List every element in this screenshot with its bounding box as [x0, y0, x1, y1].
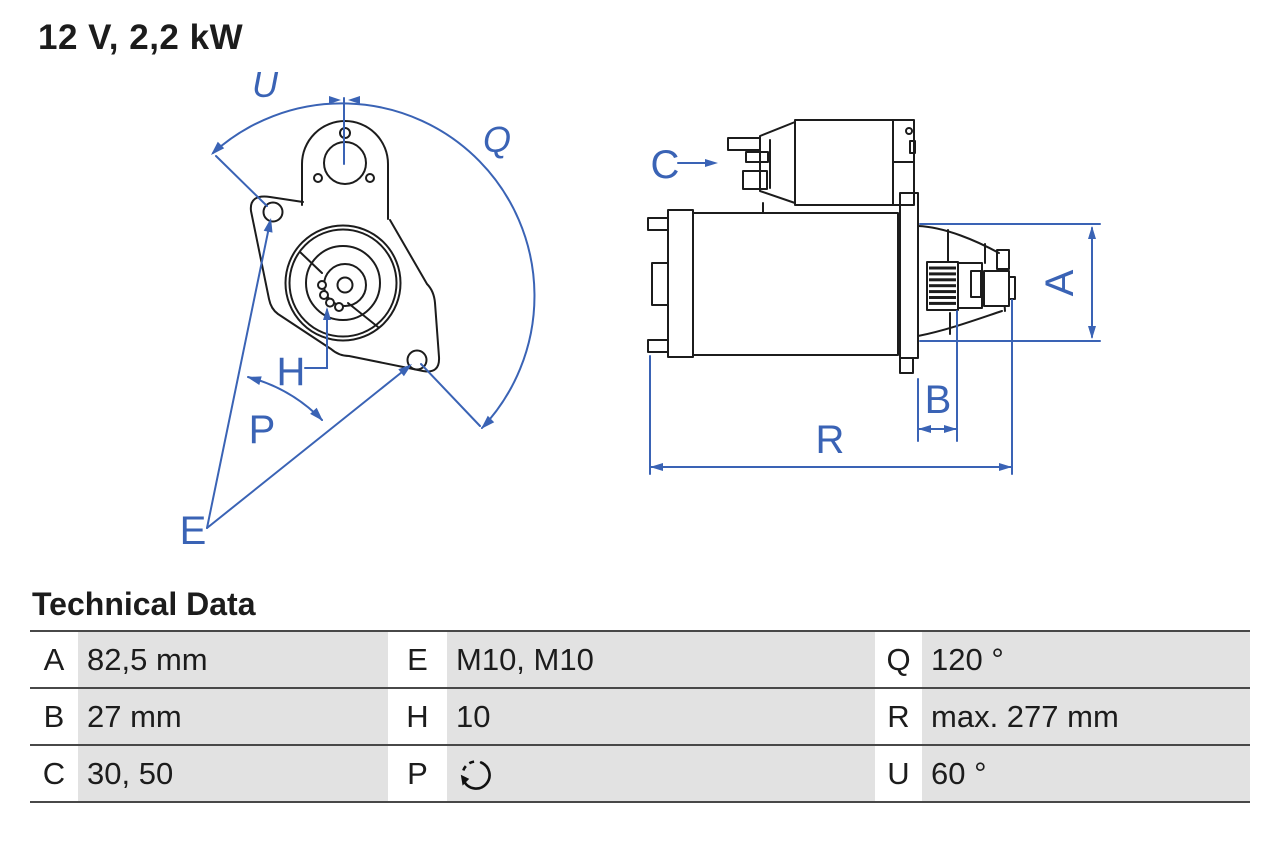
technical-data-table [30, 630, 1250, 803]
spec-letter-r: R [875, 689, 922, 744]
spec-letter-b: B [30, 689, 78, 744]
spec-value-c: 30, 50 [78, 746, 388, 801]
pinion-gear [927, 262, 958, 310]
rotation-clockwise-icon [456, 754, 496, 794]
spec-letter-c: C [30, 746, 78, 801]
drive-shaft-end [984, 271, 1009, 306]
spec-letter-q: Q [875, 632, 922, 687]
technical-data-heading: Technical Data [32, 586, 256, 622]
page-title: 12 V, 2,2 kW [38, 18, 244, 57]
motor-housing [693, 213, 898, 355]
dim-label-b: B [924, 378, 952, 422]
spec-value-a: 82,5 mm [78, 632, 388, 687]
solenoid-terminal [746, 152, 768, 162]
spec-value-e: M10, M10 [447, 632, 875, 687]
spec-letter-p: P [388, 746, 447, 801]
spec-value-h: 10 [447, 689, 875, 744]
mounting-flange [900, 193, 918, 358]
solenoid-terminal [743, 171, 767, 189]
dim-label-p: P [248, 408, 276, 452]
dim-label-r: R [815, 418, 845, 462]
spec-value-q: 120 ° [922, 632, 1250, 687]
commutator-end-cap [668, 210, 693, 357]
dim-label-a: A [1038, 269, 1082, 297]
dim-label-h: H [276, 350, 306, 394]
solenoid-terminal [728, 138, 760, 150]
dim-label-u: U [252, 64, 278, 105]
front-view-dimensions [180, 64, 535, 553]
dim-label-e: E [179, 509, 207, 553]
spec-value-r: max. 277 mm [922, 689, 1250, 744]
spec-value-p [447, 746, 875, 801]
table-row [30, 746, 1250, 803]
spec-value-b: 27 mm [78, 689, 388, 744]
side-view [648, 120, 1015, 373]
side-view-dimensions [650, 143, 1100, 474]
table-row [30, 689, 1250, 746]
table-row [30, 632, 1250, 689]
solenoid [795, 120, 893, 205]
spec-letter-h: H [388, 689, 447, 744]
spec-letter-u: U [875, 746, 922, 801]
dim-label-q: Q [482, 119, 512, 160]
dim-label-c: C [650, 143, 680, 187]
spec-letter-a: A [30, 632, 78, 687]
spec-value-u: 60 ° [922, 746, 1250, 801]
spec-letter-e: E [388, 632, 447, 687]
